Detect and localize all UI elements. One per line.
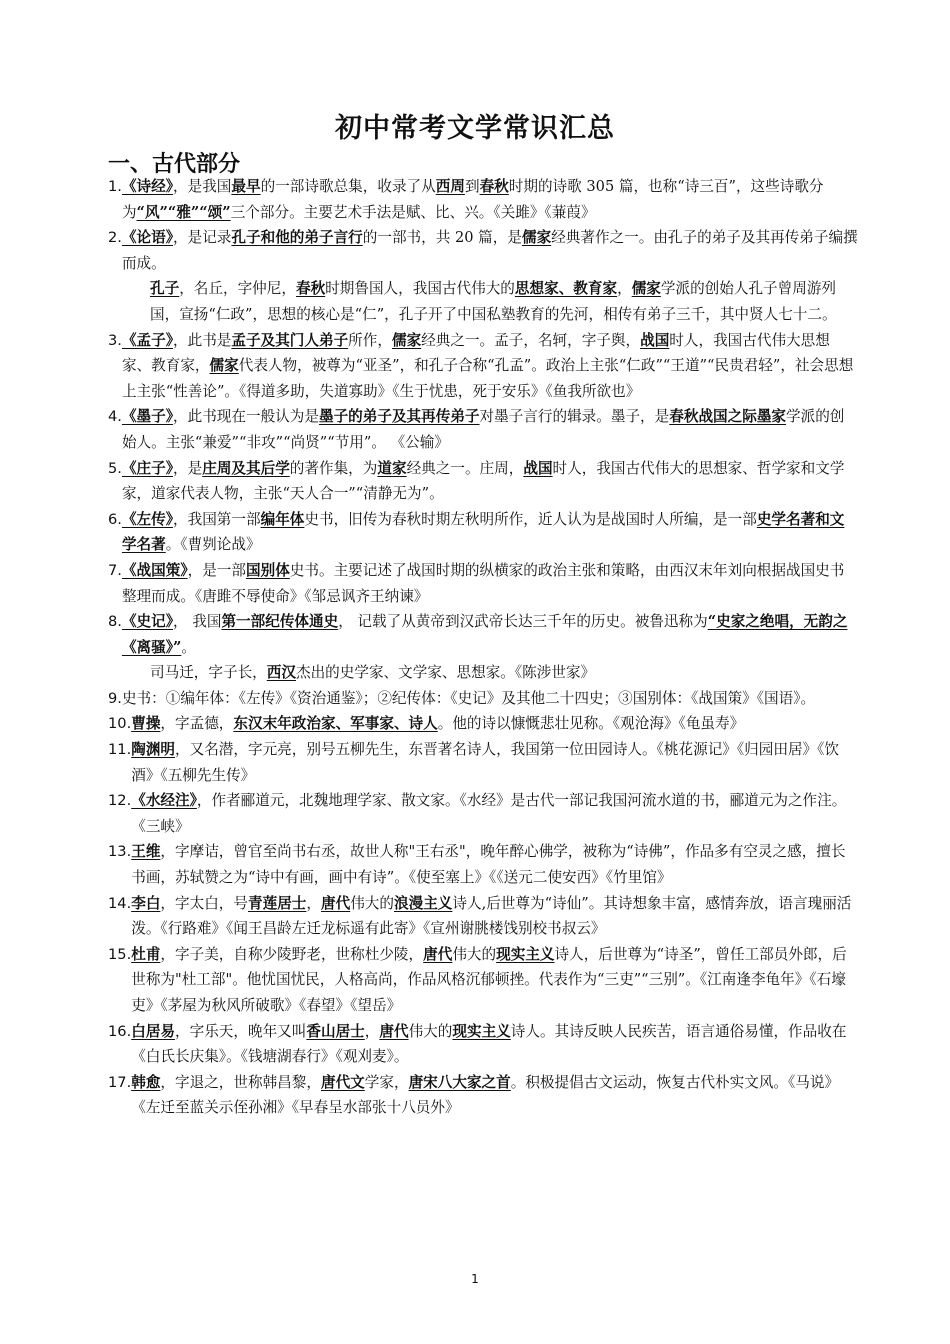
key-term: 《诗经》 [121, 178, 174, 195]
text-segment: 。他的诗以慷慨悲壮见称。《观沧海》《龟虽寿》 [437, 715, 745, 733]
list-item [108, 1019, 858, 1070]
text-segment: 伟大的 [452, 945, 497, 963]
list-item [108, 174, 858, 225]
list-item [108, 788, 858, 839]
key-term: 最早 [231, 178, 261, 195]
text-segment: 诗人，后世尊为“诗圣”，曾任工部员外郎，后世称为"杜工部"。他忧国忧民，人格高尚，作品风格沉郁顿挫。代表作为“三吏”“三别”。《江南逢李龟年》《石壕吏》《茅屋为秋风所破歌》《春望》《望岳》 [131, 945, 847, 1014]
list-item [108, 942, 858, 1019]
item-text [131, 1019, 858, 1070]
document-title: 初中常考文学常识汇总 [335, 113, 615, 144]
text-segment: 到 [464, 178, 480, 195]
key-term: 唐宋八大家之首 [408, 1073, 511, 1091]
text-segment: 所作， [348, 331, 392, 349]
section-heading: 一、古代部分 [108, 152, 241, 177]
item-number: 6. [108, 510, 122, 528]
text-segment: 学家， [364, 1073, 409, 1091]
text-segment: 经典之一。庄周， [406, 459, 524, 477]
key-term: 《史记》 [121, 613, 174, 631]
text-segment: ，字退之，世称韩昌黎， [160, 1073, 321, 1091]
item-number: 9. [108, 689, 122, 707]
text-segment: 伟大的 [350, 894, 394, 912]
key-term: 陶渊明 [131, 741, 176, 759]
text-segment: 时人，我国古代伟大思想家、教育家， [121, 331, 830, 375]
text-segment: 史书，旧传为春秋时期左秋明所作，近人认为是战国时人所编，是一部 [304, 510, 757, 528]
key-term: 第一部纪传体通史 [221, 613, 339, 631]
key-term: 东汉末年政治家、军事家、诗人 [233, 715, 438, 733]
text-segment: 时期鲁国人，我国古代伟大的 [325, 280, 515, 298]
text-segment: ，是我国 [173, 178, 232, 195]
key-term: 《战国策》 [121, 561, 188, 579]
key-term: 儒家 [209, 357, 239, 375]
text-segment: ， 记载了从黄帝到汉武帝长达三千年的历史。被鲁迅称为 [338, 613, 708, 631]
item-text [122, 686, 858, 712]
text-segment: ， [617, 280, 632, 298]
list-item [108, 404, 858, 455]
key-term: 唐代 [321, 894, 351, 912]
key-term: 史学名著和文学名著 [121, 510, 845, 554]
list-item [108, 225, 858, 276]
item-text [131, 1070, 858, 1121]
key-term: 儒家 [631, 280, 661, 298]
item-number: 7. [108, 561, 122, 579]
item-number: 15. [108, 945, 132, 963]
list-item [108, 558, 858, 609]
text-segment: 学派的创始人。主张“兼爱”“非攻”“尚贤”“节用”。 《公输》 [121, 408, 845, 451]
key-term: 浪漫主义 [394, 894, 453, 912]
key-term: 韩愈 [131, 1073, 161, 1091]
text-segment: ，字太白，号 [160, 894, 248, 912]
key-term: 西汉 [266, 664, 296, 682]
key-term: 战国 [640, 331, 670, 349]
key-term: 《论语》 [121, 229, 174, 247]
key-term: 西周 [435, 178, 465, 195]
text-segment: 对墨子言行的辑录。墨子，是 [479, 408, 670, 426]
key-term: 曹操 [131, 715, 161, 733]
text-segment: 代表人物，被尊为“亚圣”，和孔子合称“孔孟”。政治上主张“仁政”“王道”“民贵君轻”，社会思想上主张“性善论”。《得道多助，失道寡助》《生于忧患，死于安乐》《鱼我所欲也》 [121, 357, 854, 400]
list-item-continuation [108, 660, 858, 686]
item-text [131, 711, 858, 737]
text-segment: ， [364, 1022, 380, 1040]
text-segment: ，又名潜，字元亮，别号五柳先生，东晋著名诗人，我国第一位田园诗人。《桃花源记》《归园田居》《饮酒》《五柳先生传》 [131, 741, 840, 784]
key-term: “风”“雅”“颂” [136, 203, 231, 221]
text-segment: 。积极提倡古文运动，恢复古代朴实文风。《马说》《左迁至蓝关示侄孙湘》《早春呈水部张十八员外》 [131, 1073, 840, 1117]
key-term: 王维 [131, 843, 161, 861]
text-segment: ，字孟德， [160, 715, 234, 733]
key-term: “史家之绝唱，无韵之《离骚》” [121, 613, 848, 656]
item-text [131, 942, 858, 1019]
item-number: 4. [108, 408, 122, 426]
item-number: 10. [108, 715, 132, 733]
text-segment: 的一部诗歌总集，收录了从 [260, 178, 436, 195]
item-text [131, 788, 858, 839]
list-item [108, 737, 858, 788]
item-text [122, 558, 858, 609]
text-segment: ，此书现在一般认为是 [173, 408, 319, 426]
key-term: 春秋战国之际墨家 [669, 408, 787, 426]
list-item-continuation [108, 276, 858, 327]
text-segment: ，我国第一部 [173, 510, 261, 528]
item-text [122, 404, 858, 455]
text-segment: 的著作集，为 [289, 459, 378, 477]
list-item [108, 609, 858, 660]
key-term: 编年体 [260, 510, 305, 528]
key-term: 唐代 [379, 1022, 409, 1040]
key-term: 现实主义 [452, 1022, 511, 1040]
text-segment: 杰出的史学家、文学家、思想家。《陈涉世家》 [295, 664, 596, 682]
item-number: 12. [108, 792, 132, 810]
key-term: 香山居士 [306, 1022, 365, 1040]
key-term: 唐代文 [320, 1073, 365, 1091]
item-text [122, 507, 858, 558]
key-term: 孔子 [150, 280, 180, 298]
key-term: 《墨子》 [121, 408, 174, 426]
key-term: 白居易 [131, 1022, 176, 1040]
key-term: 唐代 [423, 945, 453, 963]
text-segment: ， [306, 894, 321, 912]
text-segment: ，此书是 [173, 331, 232, 349]
key-term: 庄周及其后学 [202, 459, 290, 477]
item-number: 5. [108, 459, 122, 477]
key-term: 李白 [131, 894, 161, 912]
key-term: 杜甫 [131, 945, 161, 963]
text-segment: 史书：①编年体：《左传》《资治通鉴》；②纪传体：《史记》及其他二十四史；③国别体：《战国策》《国语》。 [121, 689, 816, 707]
key-term: 现实主义 [496, 945, 555, 963]
list-item [108, 711, 858, 737]
key-term: 《水经注》 [131, 792, 197, 810]
item-number: 8. [108, 613, 122, 631]
key-term: 孟子及其门人弟子 [231, 331, 349, 349]
text-segment: ，字摩诘，曾官至尚书右丞，故世人称"王右丞"，晚年醉心佛学，被称为“诗佛”，作品多有空灵之感，擅长书画，苏轼赞之为“诗中有画，画中有诗”。《使至塞上》《《送元二使安西》《竹里馆》 [131, 843, 846, 887]
list-item [108, 839, 858, 890]
item-text [131, 737, 858, 788]
text-segment: 史书。主要记述了战国时期的纵横家的政治主张和策略，由西汉末年刘向根据战国史书整理而成。《唐雎不辱使命》《邹忌讽齐王纳谏》 [121, 561, 845, 605]
key-term: 《孟子》 [121, 331, 174, 349]
item-text [131, 839, 858, 890]
item-number: 11. [108, 741, 132, 759]
key-term: 战国 [523, 459, 553, 477]
text-segment: 经典之一。孟子，名轲，字子舆， [421, 331, 641, 349]
text-segment: 经典著作之一。由孔子的弟子及其再传弟子编撰而成。 [121, 229, 858, 272]
item-number: 16. [108, 1022, 132, 1040]
key-term: 春秋 [295, 280, 326, 298]
item-text [122, 609, 858, 660]
text-segment: 。 [181, 638, 197, 656]
text-segment: 时期的诗歌 305 篇，也称“诗三百”，这些诗歌分为 [121, 178, 824, 221]
item-number: 13. [108, 843, 132, 861]
key-term: 墨子的弟子及其再传弟子 [318, 408, 480, 426]
text-segment: 的一部书，共 20 篇，是 [362, 229, 522, 247]
item-text [122, 174, 858, 225]
key-term: 春秋 [479, 178, 509, 195]
item-number: 14. [108, 894, 132, 912]
text-segment: ，是一部 [187, 561, 246, 579]
key-term: 青莲居士 [248, 894, 307, 912]
content-body [108, 174, 858, 1121]
item-text [122, 328, 858, 405]
item-text [131, 891, 858, 942]
list-item [108, 1070, 858, 1121]
key-term: 《庄子》 [121, 459, 174, 477]
key-term: 儒家 [521, 229, 552, 247]
key-term: 国别体 [246, 561, 290, 579]
text-segment: ，是记录 [173, 229, 232, 247]
list-item [108, 456, 858, 507]
list-item [108, 328, 858, 405]
item-text [150, 664, 595, 681]
item-number: 2. [108, 229, 122, 247]
page-number: 1 [471, 1272, 479, 1286]
text-segment: ，名丘，字仲尼， [179, 280, 296, 298]
list-item [108, 686, 858, 712]
key-term: 道家 [377, 459, 407, 477]
text-segment: 诗人,后世尊为“诗仙”。其诗想象丰富，感情奔放，语言瑰丽活泼。《行路难》《闻王昌龄左迁龙标遥有此寄》《宣州谢朓楼饯别校书叔云》 [131, 894, 852, 938]
text-segment: ， 我国 [173, 613, 222, 631]
text-segment: ，作者郦道元，北魏地理学家、散文家。《水经》是古代一部记我国河流水道的书，郦道元为之作注。《三峡》 [131, 792, 847, 835]
item-text [122, 225, 858, 276]
item-number: 1. [108, 178, 122, 195]
key-term: 思想家、教育家 [514, 280, 618, 298]
text-segment: 三个部分。主要艺术手法是赋、比、兴。《关雎》《蒹葭》 [230, 203, 596, 221]
key-term: 孔子和他的弟子言行 [231, 229, 363, 247]
item-number: 3. [108, 331, 122, 349]
list-item [108, 891, 858, 942]
item-text [122, 456, 858, 507]
text-segment: 时人，我国古代伟大的思想家、哲学家和文学家，道家代表人物，主张“天人合一”“清静无为”。 [121, 459, 845, 503]
key-term: 儒家 [391, 331, 422, 349]
item-number: 17. [108, 1073, 132, 1091]
text-segment: 司马迁，字子长， [150, 664, 267, 682]
text-segment: 。《曹刿论战》 [165, 536, 261, 554]
text-segment: 诗人。其诗反映人民疾苦，语言通俗易懂，作品收在《白氏长庆集》。《钱塘湖春行》《观刈麦》。 [131, 1022, 847, 1066]
text-segment: ，字乐天，晚年又叫 [175, 1022, 307, 1040]
text-segment: ，是 [173, 459, 203, 477]
item-text [150, 280, 837, 323]
key-term: 《左传》 [121, 510, 174, 528]
text-segment: 伟大的 [408, 1022, 453, 1040]
text-segment: 学派的创始人孔子曾周游列国，宣扬“仁政”，思想的核心是“仁”，孔子开了中国私塾教育的先河，相传有弟子三千，其中贤人七十二。 [150, 280, 837, 323]
text-segment: ，字子美，自称少陵野老，世称杜少陵， [160, 945, 424, 963]
list-item [108, 507, 858, 558]
